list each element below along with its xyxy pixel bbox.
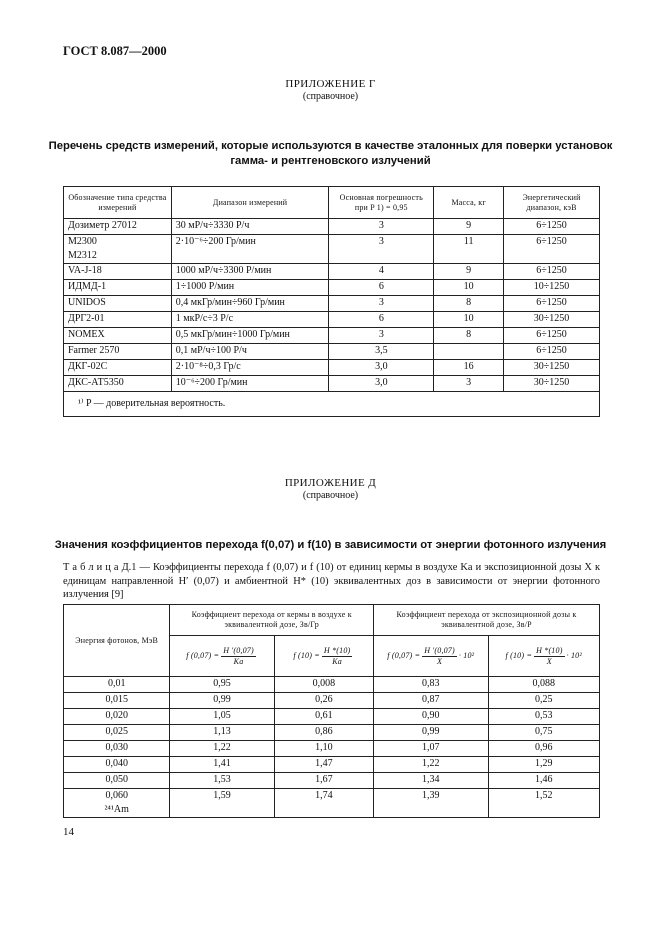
table-row (64, 709, 600, 725)
footnote: ¹⁾ P — доверительная вероятность. (64, 392, 600, 417)
table-cell: ДКС-АТ5350 (64, 376, 172, 392)
table-cell: 0,040 (64, 757, 170, 773)
table-cell: M2300 M2312 (64, 235, 172, 264)
table-cell: 8 (434, 328, 504, 344)
document-header: ГОСТ 8.087—2000 (63, 44, 167, 58)
formula-f10-kerma: f (10) = $\frac{H *(10)}{Kа}$ (274, 636, 373, 677)
table-row (64, 773, 600, 789)
table-cell: 6 (329, 312, 434, 328)
table-row (64, 296, 600, 312)
table-cell: 4 (329, 264, 434, 280)
table-cell: 0,96 (488, 741, 600, 757)
table-row (64, 693, 600, 709)
table-row (64, 264, 600, 280)
measuring-instruments-table (63, 186, 600, 417)
table-cell: 0,01 (64, 677, 170, 693)
table-cell: 0,83 (374, 677, 488, 693)
table-cell: 9 (434, 264, 504, 280)
table-row (64, 677, 600, 693)
table-cell: 1,46 (488, 773, 600, 789)
table-cell: 2·10⁻⁶÷200 Гр/мин (171, 235, 329, 264)
table-cell: 1,22 (170, 741, 274, 757)
table-cell: 1,05 (170, 709, 274, 725)
col-energy-header: Энергия фотонов, МэВ (64, 605, 170, 677)
appendix-g-subtitle: (справочное) (302, 91, 359, 102)
table-cell: 0,5 мкГр/мин÷1000 Гр/мин (171, 328, 329, 344)
table-cell: 16 (434, 360, 504, 376)
table-cell: 0,95 (170, 677, 274, 693)
table-cell: 0,61 (274, 709, 373, 725)
table-cell: 0,015 (64, 693, 170, 709)
col-range-header: Диапазон измерений (171, 187, 329, 219)
table-cell: 30÷1250 (504, 376, 600, 392)
table-cell: 1 мкР/с÷3 Р/с (171, 312, 329, 328)
col-error-header: Основная погрешность при P 1) = 0,95 (329, 187, 434, 219)
table-cell: 0,020 (64, 709, 170, 725)
table-cell: 0,060 ²⁴¹Am (64, 789, 170, 818)
table-cell: 6÷1250 (504, 296, 600, 312)
table-header-row (64, 605, 600, 636)
table-cell: 10 (434, 312, 504, 328)
table-cell: 3 (329, 235, 434, 264)
table-cell: 0,86 (274, 725, 373, 741)
table-cell: 10÷1250 (504, 280, 600, 296)
formula-f10-exposure: f (10) = $\frac{H *(10)}{X}$ · 10² (488, 636, 600, 677)
table-cell: Дозиметр 27012 (64, 219, 172, 235)
page-number: 14 (63, 826, 74, 838)
table-cell (434, 344, 504, 360)
table-cell: 0,53 (488, 709, 600, 725)
table-cell: 1000 мР/ч÷3300 Р/мин (171, 264, 329, 280)
col-mass-header: Масса, кг (434, 187, 504, 219)
table-cell: 1,59 (170, 789, 274, 818)
table-cell: ДРГ2-01 (64, 312, 172, 328)
table-cell: 6÷1250 (504, 219, 600, 235)
table-cell: 1,39 (374, 789, 488, 818)
table-cell: Farmer 2570 (64, 344, 172, 360)
table-cell: 1,67 (274, 773, 373, 789)
table-cell: 1,34 (374, 773, 488, 789)
table-row (64, 741, 600, 757)
table-cell: 8 (434, 296, 504, 312)
table-cell: 30÷1250 (504, 312, 600, 328)
table-cell: 3,0 (329, 360, 434, 376)
table-cell: 3,5 (329, 344, 434, 360)
conversion-coefficients-table (63, 604, 600, 818)
table-cell: NOMEX (64, 328, 172, 344)
table-cell: 1,07 (374, 741, 488, 757)
table-cell: 0,030 (64, 741, 170, 757)
appendix-d-title: ПРИЛОЖЕНИЕ Д (284, 477, 377, 489)
appendix-d-subtitle: (справочное) (302, 490, 359, 501)
table-cell: 1,53 (170, 773, 274, 789)
table-row (64, 328, 600, 344)
table-row (64, 280, 600, 296)
col-type-header: Обозначение типа средства измерений (64, 187, 172, 219)
table-cell: 30 мР/ч÷3330 Р/ч (171, 219, 329, 235)
group-exposure-header: Коэффициент перехода от экспозиционной дозы к эквивалентной дозе, Зв/Р (374, 605, 600, 636)
table-cell: 0,99 (170, 693, 274, 709)
table-cell: 6 (329, 280, 434, 296)
appendix-g-title: ПРИЛОЖЕНИЕ Г (285, 78, 376, 90)
table-cell: 1,47 (274, 757, 373, 773)
appendix-g-heading-line1: Перечень средств измерений, которые используются в качестве эталонных для поверки установок (48, 140, 613, 152)
table-d1-caption: Т а б л и ц а Д.1 — Коэффициенты перехода f (0,07) и f (10) от единиц кермы в воздухе Kа и экспозиционной дозы X к единицам направленной H′ (0,07) и амбиентной H* (10) эквивалентных доз в зависимости от энергии фотонного излучения [9] (63, 562, 600, 600)
table-row (64, 789, 600, 818)
table-cell: 30÷1250 (504, 360, 600, 376)
table-cell: 0,008 (274, 677, 373, 693)
table-cell: 3 (329, 296, 434, 312)
table-cell: 6÷1250 (504, 328, 600, 344)
table-cell: 10 (434, 280, 504, 296)
group-kerma-header: Коэффициент перехода от кермы в воздухе к эквивалентной дозе, Зв/Гр (170, 605, 374, 636)
footnote-row (64, 392, 600, 417)
formula-f007-exposure: f (0,07) = $\frac{H '(0,07)}{X}$ · 10² (374, 636, 488, 677)
table-cell: 1,13 (170, 725, 274, 741)
table-cell: VA-J-18 (64, 264, 172, 280)
table-row (64, 725, 600, 741)
table-cell: 6÷1250 (504, 235, 600, 264)
table-cell: ДКГ-02С (64, 360, 172, 376)
table-cell: 6÷1250 (504, 344, 600, 360)
table-row (64, 235, 600, 264)
table-cell: 0,050 (64, 773, 170, 789)
table-cell: UNIDOS (64, 296, 172, 312)
col-energy-header: Энергетический диапазон, кэВ (504, 187, 600, 219)
table-cell: 6÷1250 (504, 264, 600, 280)
table-row (64, 219, 600, 235)
table-row (64, 376, 600, 392)
table-cell: 1,22 (374, 757, 488, 773)
table-header-row (64, 187, 600, 219)
table-cell: 0,1 мР/ч÷100 Р/ч (171, 344, 329, 360)
table-cell: 0,87 (374, 693, 488, 709)
table-cell: 2·10⁻⁸÷0,3 Гр/с (171, 360, 329, 376)
appendix-g-heading-line2: гамма- и рентгеновского излучений (230, 155, 431, 167)
table-row (64, 344, 600, 360)
table-row (64, 360, 600, 376)
table-cell: 1÷1000 Р/мин (171, 280, 329, 296)
table-cell: 0,4 мкГр/мин÷960 Гр/мин (171, 296, 329, 312)
table-cell: 0,99 (374, 725, 488, 741)
formula-f007-kerma: f (0,07) = $\frac{H '(0,07)}{Kа}$ (170, 636, 274, 677)
table-cell: 10⁻⁶÷200 Гр/мин (171, 376, 329, 392)
table-cell: 3 (329, 328, 434, 344)
table-cell: 0,25 (488, 693, 600, 709)
table-cell: 1,29 (488, 757, 600, 773)
table-cell: 11 (434, 235, 504, 264)
table-cell: 0,088 (488, 677, 600, 693)
table-cell: 9 (434, 219, 504, 235)
table-cell: 1,74 (274, 789, 373, 818)
table-cell: 0,75 (488, 725, 600, 741)
table-cell: 3,0 (329, 376, 434, 392)
table-cell: 0,90 (374, 709, 488, 725)
table-cell: 1,10 (274, 741, 373, 757)
table-cell: ИДМД-1 (64, 280, 172, 296)
table-cell: 3 (329, 219, 434, 235)
table-cell: 1,41 (170, 757, 274, 773)
table-cell: 1,52 (488, 789, 600, 818)
table-cell: 0,26 (274, 693, 373, 709)
table-cell: 0,025 (64, 725, 170, 741)
table-cell: 3 (434, 376, 504, 392)
table-row (64, 312, 600, 328)
appendix-d-heading: Значения коэффициентов перехода f(0,07) и f(10) в зависимости от энергии фотонного излучения (54, 539, 607, 551)
table-row (64, 757, 600, 773)
